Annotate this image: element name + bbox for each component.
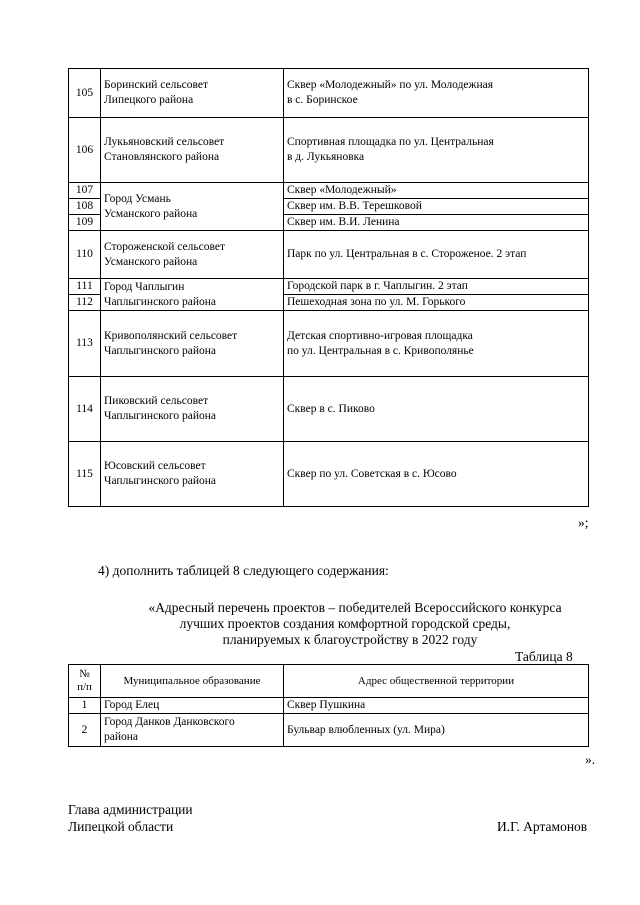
municipality-cell: Город Данков Данковского района [101, 714, 284, 747]
row-number: 111 [69, 279, 101, 295]
table-8-heading-line-2: лучших проектов создания комфортной городской среды, [179, 616, 511, 631]
table-row [69, 442, 589, 507]
item-4-text: 4) дополнить таблицей 8 следующего содержания: [98, 563, 389, 578]
table-row [69, 698, 589, 714]
signature-title-line-2: Липецкой области [68, 819, 174, 834]
address-cell: Детская спортивно-игровая площадка по ул. Центральная в с. Кривополянье [284, 311, 589, 377]
address-cell: Сквер им. В.В. Терешковой [284, 199, 589, 215]
table-row [69, 231, 589, 279]
row-number: 2 [69, 714, 101, 747]
row-number: 1 [69, 698, 101, 714]
table-8-caption: Таблица 8 [515, 649, 573, 664]
address-cell: Пешеходная зона по ул. М. Горького [284, 295, 589, 311]
table-row [69, 69, 589, 118]
row-number: 109 [69, 215, 101, 231]
signature-title-line-1: Глава администрации [68, 802, 193, 817]
address-cell: Сквер им. В.И. Ленина [284, 215, 589, 231]
row-number: 114 [69, 377, 101, 442]
address-cell: Сквер «Молодежный» [284, 183, 589, 199]
municipality-cell: Город Усмань Усманского района [101, 183, 284, 231]
municipality-cell: Юсовский сельсовет Чаплыгинского района [101, 442, 284, 507]
municipality-cell: Пиковский сельсовет Чаплыгинского района [101, 377, 284, 442]
table-row [69, 279, 589, 295]
table-7-closing-quote: »; [578, 515, 589, 530]
address-cell: Городской парк в г. Чаплыгин. 2 этап [284, 279, 589, 295]
address-cell: Сквер «Молодежный» по ул. Молодежная в с. Боринское [284, 69, 589, 118]
row-number: 105 [69, 69, 101, 118]
table-row [69, 377, 589, 442]
header-address: Адрес общественной территории [284, 665, 589, 698]
row-number: 112 [69, 295, 101, 311]
table-row [69, 183, 589, 199]
address-cell: Бульвар влюбленных (ул. Мира) [284, 714, 589, 747]
municipality-cell: Стороженской сельсовет Усманского района [101, 231, 284, 279]
municipality-cell: Город Елец [101, 698, 284, 714]
table-row [69, 118, 589, 183]
header-number: № п/п [69, 665, 101, 698]
row-number: 110 [69, 231, 101, 279]
row-number: 107 [69, 183, 101, 199]
signatory-name: И.Г. Артамонов [497, 819, 588, 834]
table-row [69, 311, 589, 377]
municipality-cell: Город Чаплыгин Чаплыгинского района [101, 279, 284, 311]
address-cell: Сквер в с. Пиково [284, 377, 589, 442]
row-number: 108 [69, 199, 101, 215]
table-7 [68, 68, 589, 507]
row-number: 113 [69, 311, 101, 377]
table-header-row [69, 665, 589, 698]
row-number: 115 [69, 442, 101, 507]
municipality-cell: Боринский сельсовет Липецкого района [101, 69, 284, 118]
municipality-cell: Кривополянский сельсовет Чаплыгинского района [101, 311, 284, 377]
address-cell: Спортивная площадка по ул. Центральная в д. Лукьяновка [284, 118, 589, 183]
address-cell: Сквер Пушкина [284, 698, 589, 714]
row-number: 106 [69, 118, 101, 183]
table-8-heading-line-3: планируемых к благоустройству в 2022 году [222, 632, 478, 647]
table-8-closing-quote: ». [585, 752, 596, 767]
address-cell: Парк по ул. Центральная в с. Стороженое. 2 этап [284, 231, 589, 279]
table-8 [68, 664, 589, 747]
address-cell: Сквер по ул. Советская в с. Юсово [284, 442, 589, 507]
municipality-cell: Лукьяновский сельсовет Становлянского района [101, 118, 284, 183]
header-municipality: Муниципальное образование [101, 665, 284, 698]
table-row [69, 714, 589, 747]
table-8-heading-line-1: «Адресный перечень проектов – победителей Всероссийского конкурса [148, 600, 562, 615]
